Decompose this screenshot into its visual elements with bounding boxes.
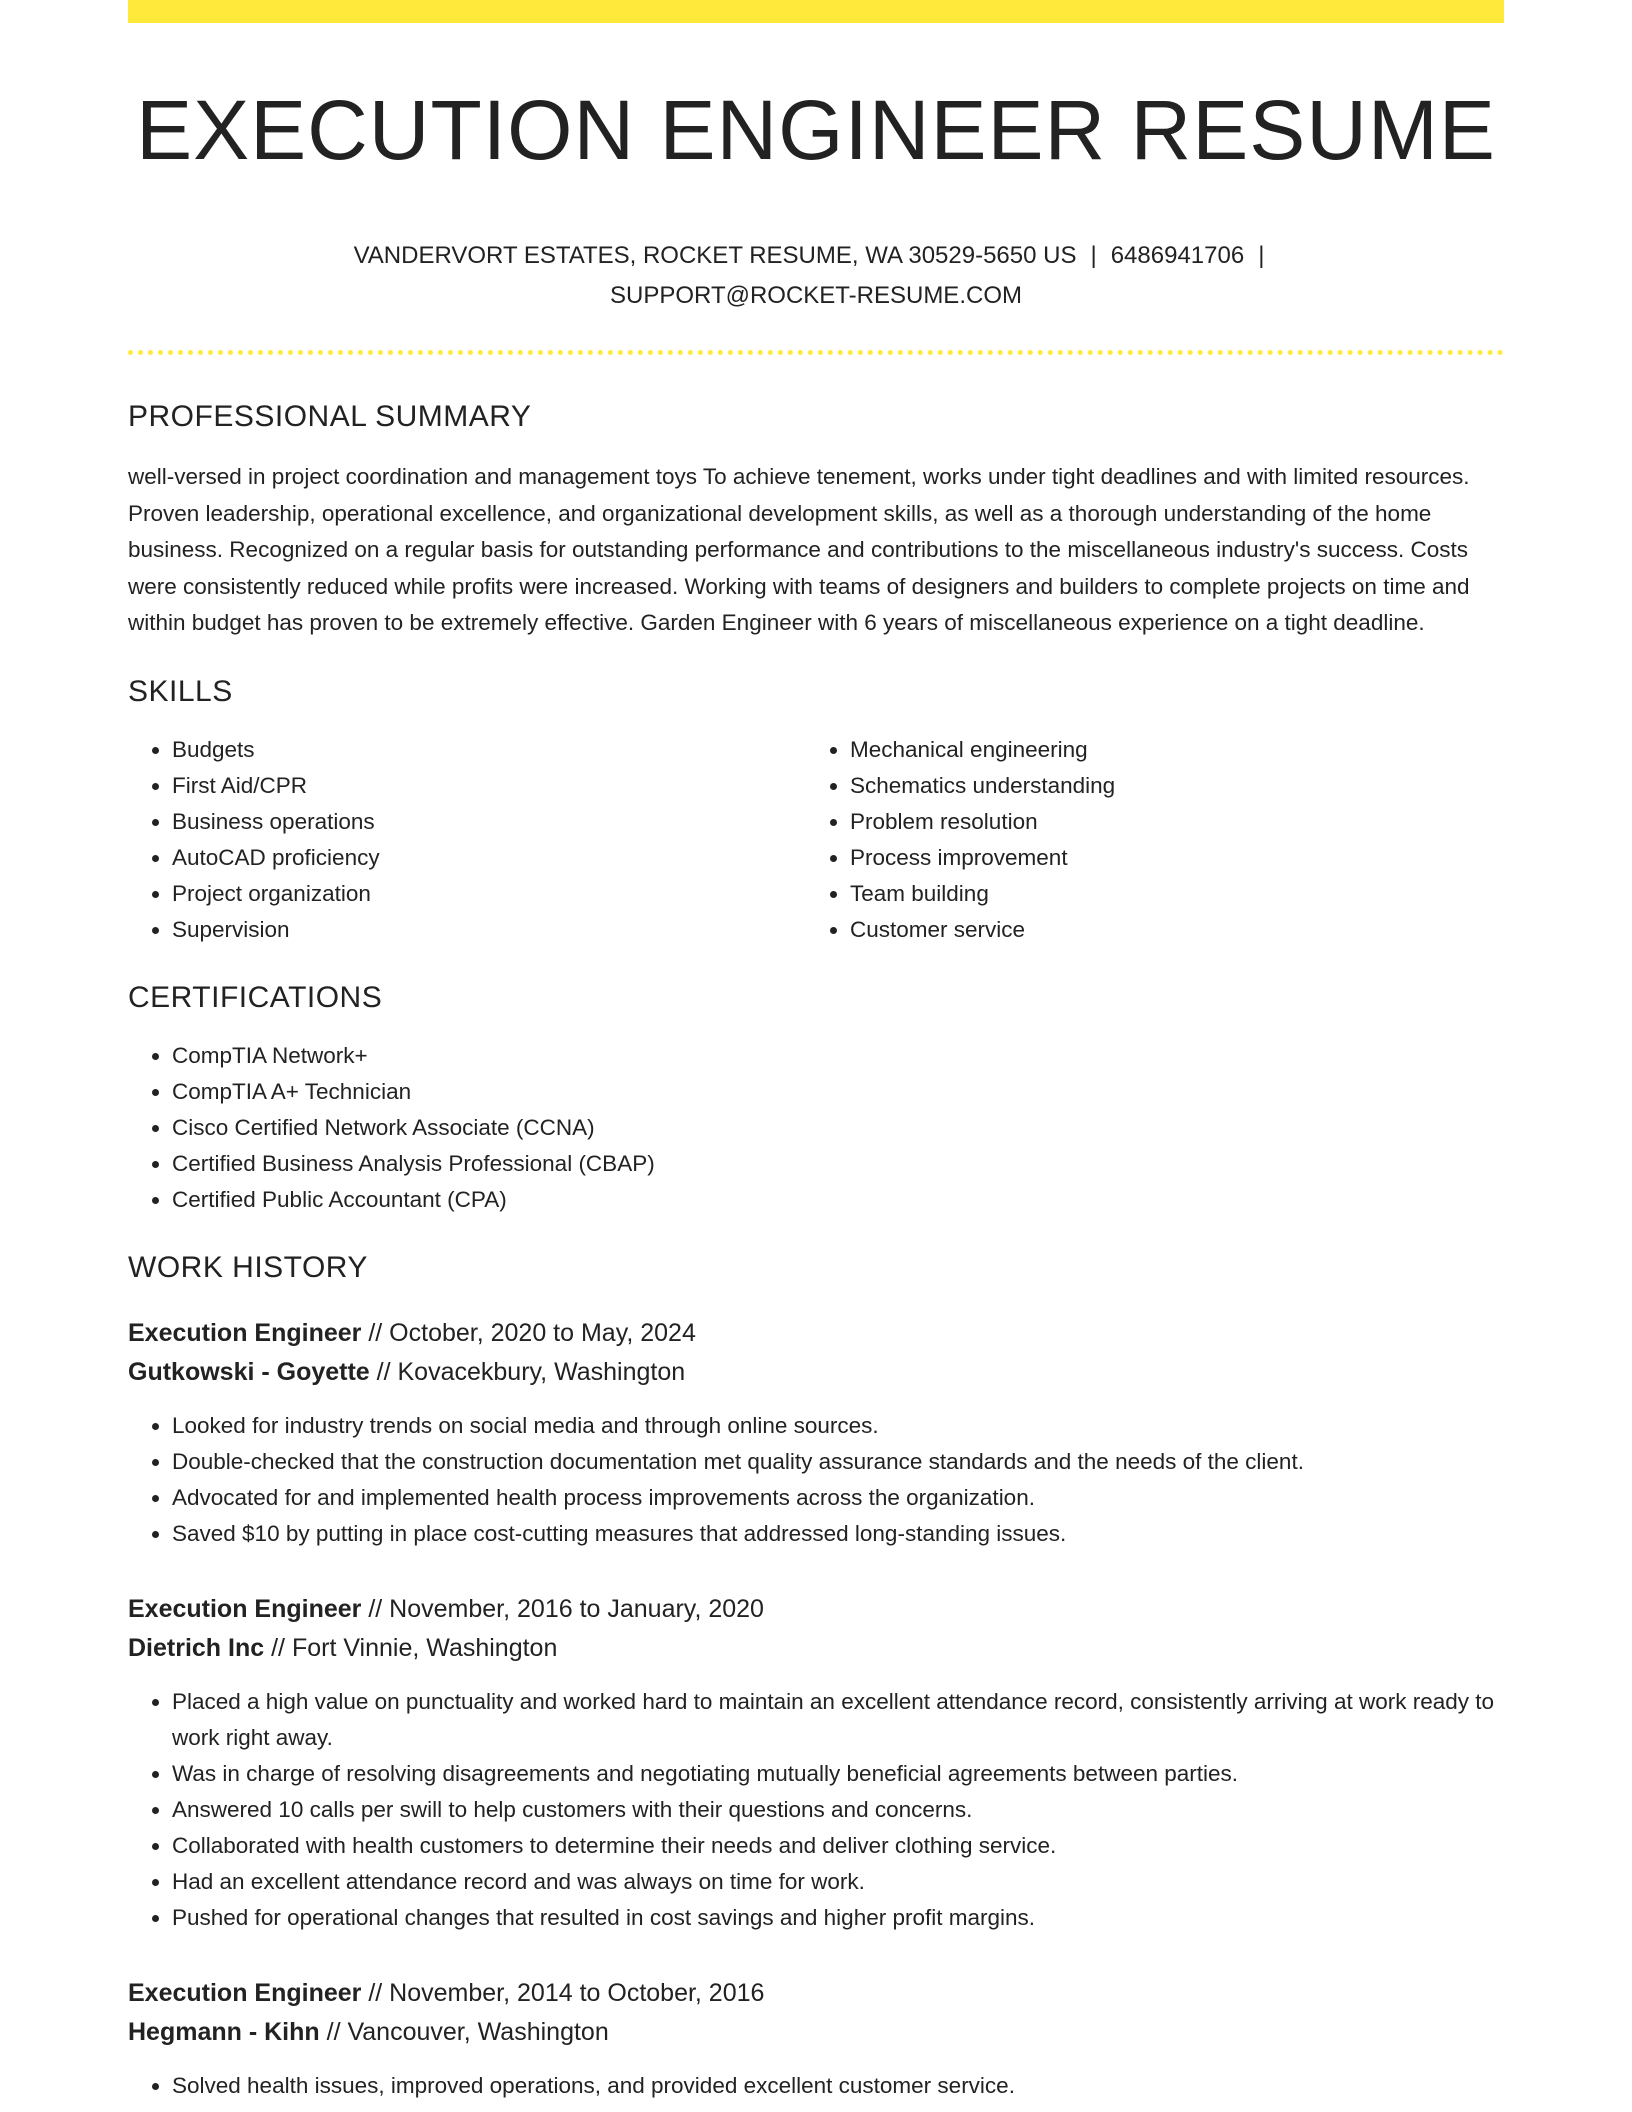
skill-item: • Customer service	[850, 912, 1484, 948]
job-dates: // November, 2014 to October, 2016	[368, 1978, 765, 2007]
skill-item: • AutoCAD proficiency	[172, 840, 806, 876]
skill-item: • Schematics understanding	[850, 768, 1484, 804]
summary-text: well-versed in project coordination and management toys To achieve tenement, works under tight deadlines and with limited resources. Proven leadership, operational excellence, and organizational development skills, as well as a thorough understanding of the home business. Recognized on a regular basis for outstanding performance and contributions to the miscellaneous industry's success. Costs were consistently reduced while profits were increased. Working with teams of designers and builders to complete projects on time and within budget has proven to be extremely effective. Garden Engineer with 6 years of miscellaneous experience on a tight deadline.	[128, 464, 1470, 635]
job-location: // Kovacekbury, Washington	[376, 1357, 686, 1386]
job-bullet: • Double-checked that the construction documentation met quality assurance standards and the needs of the client.	[172, 1444, 1504, 1480]
job-company-line	[128, 1629, 1504, 1668]
job-entry	[128, 1314, 1504, 1552]
job-bullet: • Pushed for operational changes that resulted in cost savings and higher profit margins.	[172, 1900, 1504, 1936]
job-bullet: • Advocated for and implemented health process improvements across the organization.	[172, 1480, 1504, 1516]
certifications-list	[128, 1038, 1504, 1218]
job-company: Hegmann - Kihn	[128, 2017, 320, 2046]
skill-item: • Problem resolution	[850, 804, 1484, 840]
contact-info	[316, 236, 1316, 316]
certification-item: • CompTIA A+ Technician	[172, 1074, 1504, 1110]
contact-line-2	[316, 276, 1316, 316]
skill-item: • Project organization	[172, 876, 806, 912]
certification-item: • CompTIA Network+	[172, 1038, 1504, 1074]
contact-email: SUPPORT@ROCKET-RESUME.COM	[610, 282, 1022, 309]
section-title-skills: SKILLS	[128, 674, 233, 708]
skill-item: • First Aid/CPR	[172, 768, 806, 804]
job-role: Execution Engineer	[128, 1594, 362, 1623]
section-title-work-history: WORK HISTORY	[128, 1250, 368, 1284]
job-bullet: • Answered 10 calls per swill to help customers with their questions and concerns.	[172, 1792, 1504, 1828]
job-bullet: • Was in charge of resolving disagreements and negotiating mutually beneficial agreements between parties.	[172, 1756, 1504, 1792]
job-location: // Vancouver, Washington	[326, 2017, 609, 2046]
section-title-summary: PROFESSIONAL SUMMARY	[128, 400, 532, 433]
job-bullet: • Solved health issues, improved operations, and provided excellent customer service.	[172, 2068, 1504, 2104]
contact-phone: 6486941706	[1110, 242, 1245, 269]
contact-separator: |	[1258, 242, 1265, 269]
job-dates: // November, 2016 to January, 2020	[368, 1594, 764, 1623]
skills-column-left	[128, 732, 806, 948]
job-bullets	[128, 1684, 1504, 1936]
job-bullets	[128, 2068, 1504, 2104]
contact-address: VANDERVORT ESTATES, ROCKET RESUME, WA 30529-5650 US	[353, 242, 1077, 269]
contact-separator: |	[1090, 242, 1097, 269]
job-company: Gutkowski - Goyette	[128, 1357, 370, 1386]
job-company-line	[128, 1353, 1504, 1392]
certification-item: • Cisco Certified Network Associate (CCNA)	[172, 1110, 1504, 1146]
job-dates: // October, 2020 to May, 2024	[368, 1318, 696, 1347]
job-entry	[128, 1974, 1504, 2104]
certification-item: • Certified Public Accountant (CPA)	[172, 1182, 1504, 1218]
skill-item: • Team building	[850, 876, 1484, 912]
job-entry	[128, 1590, 1504, 1936]
skills-column-right	[806, 732, 1484, 948]
resume-title: EXECUTION ENGINEER RESUME	[136, 83, 1496, 177]
job-bullet: • Placed a high value on punctuality and worked hard to maintain an excellent attendance record, consistently arriving at work ready to work right away.	[172, 1684, 1504, 1756]
certification-item: • Certified Business Analysis Professional (CBAP)	[172, 1146, 1504, 1182]
resume-content	[128, 0, 1504, 2104]
contact-line-1	[316, 236, 1316, 276]
section-title-certifications: CERTIFICATIONS	[128, 980, 383, 1014]
skills-list	[128, 732, 1504, 948]
job-company: Dietrich Inc	[128, 1633, 265, 1662]
skill-item: • Mechanical engineering	[850, 732, 1484, 768]
job-location: // Fort Vinnie, Washington	[271, 1633, 558, 1662]
job-title-line	[128, 1974, 1504, 2013]
skill-item: • Supervision	[172, 912, 806, 948]
job-role: Execution Engineer	[128, 1318, 362, 1347]
job-bullet: • Had an excellent attendance record and was always on time for work.	[172, 1864, 1504, 1900]
skill-item: • Process improvement	[850, 840, 1484, 876]
skill-item: • Business operations	[172, 804, 806, 840]
job-role: Execution Engineer	[128, 1978, 362, 2007]
job-bullet: • Collaborated with health customers to determine their needs and deliver clothing service.	[172, 1828, 1504, 1864]
dotted-divider	[128, 350, 1504, 355]
job-bullets	[128, 1408, 1504, 1552]
skill-item: • Budgets	[172, 732, 806, 768]
job-bullet: • Saved $10 by putting in place cost-cutting measures that addressed long-standing issues.	[172, 1516, 1504, 1552]
job-title-line	[128, 1590, 1504, 1629]
job-company-line	[128, 2013, 1504, 2052]
job-title-line	[128, 1314, 1504, 1353]
job-bullet: • Looked for industry trends on social media and through online sources.	[172, 1408, 1504, 1444]
